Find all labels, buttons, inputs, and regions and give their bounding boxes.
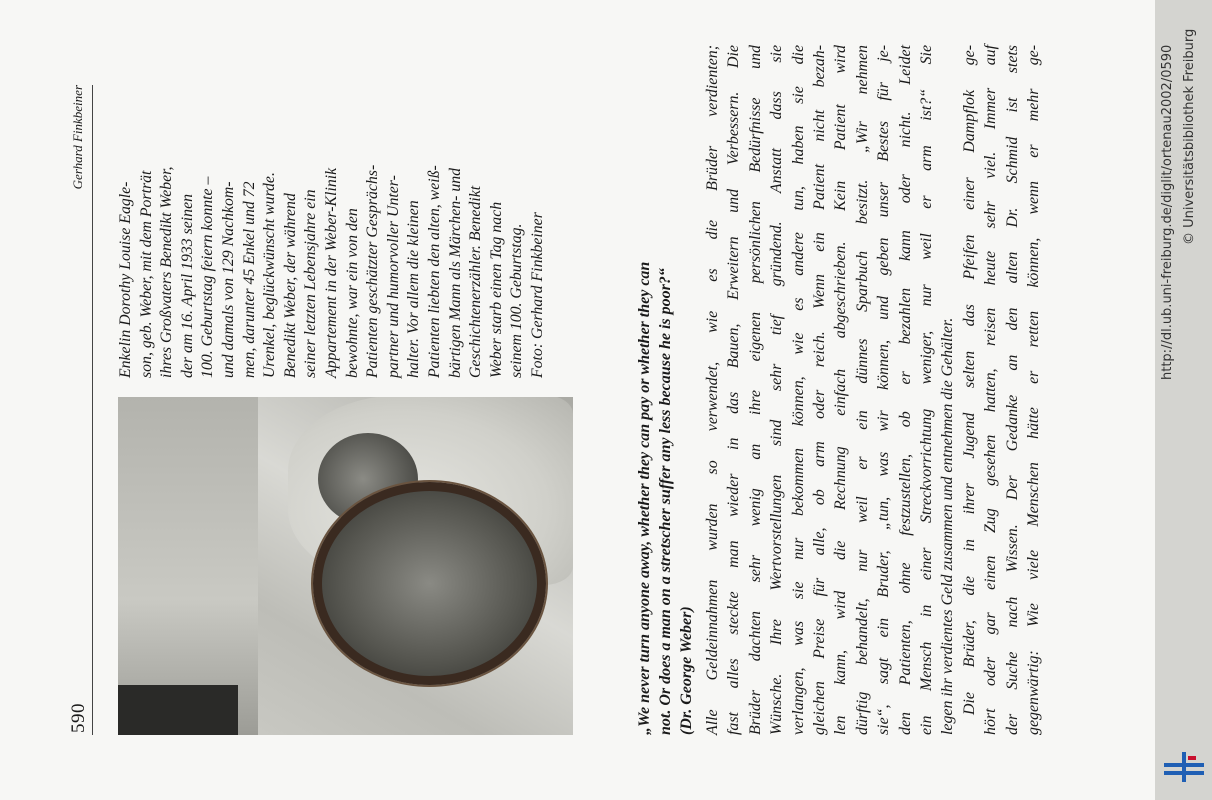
caption-line: ihres Großvaters Benedikt Weber, xyxy=(158,166,176,378)
body-line: fast alles steckte man wieder in das Bauen, Erweitern und Verbessern. Die xyxy=(725,45,743,735)
body-line: len kann, wird die Rechnung einfach abgeschrieben. Kein Patient wird xyxy=(832,45,850,735)
caption-line: Benedikt Weber, der während xyxy=(281,193,299,378)
photo-oval-frame xyxy=(313,482,546,685)
sidebar-text xyxy=(1157,29,1201,380)
pull-quote xyxy=(634,45,697,735)
caption-line: Enkelin Dorothy Louise Eagle- xyxy=(117,181,134,378)
caption-line: partner und humorvoller Unter- xyxy=(384,175,402,378)
body-line: verlangen, was sie nur bekommen können, wie es andere tun, haben sie die xyxy=(789,45,807,735)
body-line: Wünsche. Ihre Wertvorstellungen sind sehr tief gründend. Anstatt dass sie xyxy=(768,45,786,735)
caption-line: der am 16. April 1933 seinen xyxy=(178,194,196,378)
caption-line: 100. Geburtstag feiern konnte – xyxy=(199,176,217,378)
body-line: legen ihr verdientes Geld zusammen und entnehmen die Gehälter. xyxy=(939,317,957,735)
body-line: den Patienten, ohne festzustellen, ob er bezahlen kann oder nicht. Leidet xyxy=(896,45,914,735)
caption-line: Foto: Gerhard Finkbeiner xyxy=(528,212,546,378)
photo-caption xyxy=(116,38,548,378)
rotated-content xyxy=(64,45,1114,735)
body-line: gegenwärtig: Wie viele Menschen hätte er retten können, wenn er mehr ge- xyxy=(1025,45,1043,735)
caption-line: Geschichtenerzähler. Benedikt xyxy=(467,185,485,378)
body-line: ein Mensch in einer Streckvorrichtung weniger, nur weil er arm ist?“ Sie xyxy=(918,45,936,735)
page-header xyxy=(64,85,93,735)
sidebar-copyright: © Universitätsbibliothek Freiburg xyxy=(1182,28,1197,245)
body-line: Die Brüder, die in ihrer Jugend selten das Pfeifen einer Dampflok ge- xyxy=(960,45,978,715)
caption-line: seiner letzten Lebensjahre ein xyxy=(302,189,320,378)
caption-line: und damals von 129 Nachkom- xyxy=(219,181,237,378)
page-number: 590 xyxy=(68,703,89,733)
caption-line: Weber starb einen Tag nach xyxy=(487,201,505,378)
caption-line: Appartement in der Weber-Klinik xyxy=(322,167,340,378)
caption-line: seinem 100. Geburtstag. xyxy=(508,223,526,378)
caption-line: halter. Vor allem die kleinen xyxy=(405,200,423,378)
body-line: hört oder gar einen Zug gesehen hatten, reisen heute sehr viel. Immer auf xyxy=(982,45,1000,735)
caption-line: Patienten liebten den alten, weiß- xyxy=(425,165,443,378)
caption-line: men, darunter 45 Enkel und 72 xyxy=(240,181,258,378)
caption-line: bewohnte, war ein von den xyxy=(343,208,361,378)
caption-line: Patienten geschätzter Gesprächs- xyxy=(364,164,382,378)
library-logo-icon xyxy=(1164,752,1204,782)
quote-line: „We never turn anyone away, whether they can pay or whether they can xyxy=(636,261,653,735)
photo-dark-area xyxy=(118,685,238,735)
body-line: dürftig behandelt, nur weil er ein dünnes Sparbuch besitzt. „Wir nehmen xyxy=(853,45,871,735)
body-line: der Suche nach Wissen. Der Gedanke an den alten Dr. Schmid ist stets xyxy=(1003,45,1021,735)
body-line: Brüder dachten sehr wenig an ihre eigenen persönlichen Bedürfnisse und xyxy=(746,45,764,735)
sidebar-url[interactable]: http://dl.ub.uni-freiburg.de/diglit/ortenau2002/0590 xyxy=(1160,44,1175,380)
quote-line: (Dr. George Weber) xyxy=(678,606,695,735)
body-text xyxy=(702,45,1045,735)
body-line: sie“, sagt ein Bruder, „tun, was wir können, und geben unser Bestes für je- xyxy=(875,45,893,735)
running-head: Gerhard Finkbeiner xyxy=(70,85,85,190)
photograph xyxy=(118,397,573,735)
caption-line: Urenkel, beglückwünscht wurde. xyxy=(261,172,279,378)
caption-line: bärtigen Mann als Märchen- und xyxy=(446,167,464,378)
caption-line: son, geb. Weber, mit dem Porträt xyxy=(137,170,155,378)
quote-line: not. Or does a man on a stretscher suffer any less because he is poor?“ xyxy=(657,268,674,735)
body-line: Alle Geldeinnahmen wurden so verwendet, wie es die Brüder verdienten; xyxy=(704,45,721,735)
body-line: gleichen Preise für alle, ob arm oder reich. Wenn ein Patient nicht bezah- xyxy=(811,45,829,735)
